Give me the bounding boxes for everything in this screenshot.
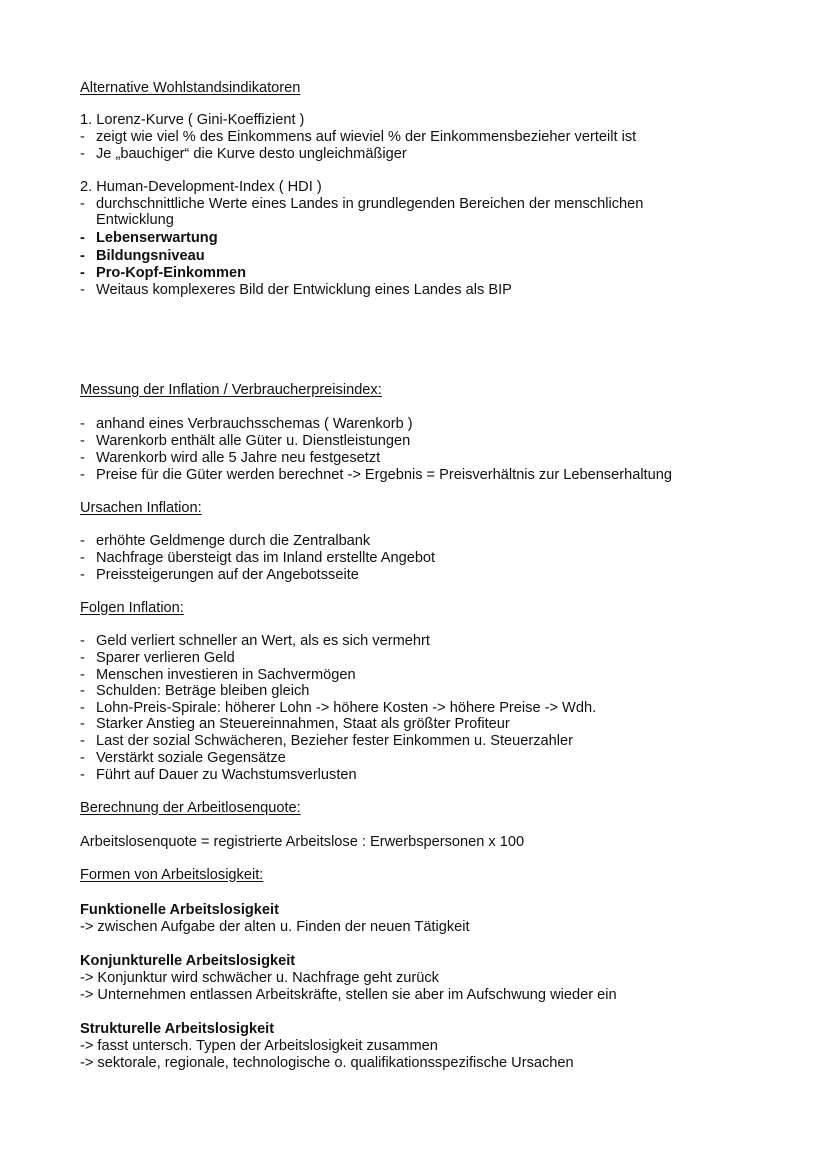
text-line: -> fasst untersch. Typen der Arbeitslosigkeit zusammen <box>80 1037 438 1054</box>
text-line: 2. Human-Development-Index ( HDI ) <box>80 178 322 195</box>
list-item-continuation: Entwicklung <box>96 211 174 228</box>
list-item-text: Warenkorb wird alle 5 Jahre neu festgesetzt <box>96 449 381 466</box>
bullet-dash: - <box>80 195 85 212</box>
list-item-text: Starker Anstieg an Steuereinnahmen, Staat als größter Profiteur <box>96 715 510 732</box>
list-item-text: Führt auf Dauer zu Wachstumsverlusten <box>96 766 357 783</box>
list-item-text: Sparer verlieren Geld <box>96 649 235 666</box>
bullet-dash: - <box>80 532 85 549</box>
bullet-dash: - <box>80 649 85 666</box>
list-item-text: Weitaus komplexeres Bild der Entwicklung eines Landes als BIP <box>96 281 512 298</box>
section-heading: Messung der Inflation / Verbraucherpreisindex: <box>80 381 382 398</box>
text-line: -> Unternehmen entlassen Arbeitskräfte, stellen sie aber im Aufschwung wieder ein <box>80 986 617 1003</box>
list-item-text: Menschen investieren in Sachvermögen <box>96 666 356 683</box>
bullet-dash: - <box>80 145 85 162</box>
bullet-dash: - <box>80 264 85 281</box>
list-item-text: Schulden: Beträge bleiben gleich <box>96 682 310 699</box>
section-heading: Ursachen Inflation: <box>80 499 202 516</box>
bullet-dash: - <box>80 449 85 466</box>
bullet-dash: - <box>80 715 85 732</box>
bullet-dash: - <box>80 632 85 649</box>
text-line: Arbeitslosenquote = registrierte Arbeitslose : Erwerbspersonen x 100 <box>80 833 525 850</box>
list-item-text: Warenkorb enthält alle Güter u. Dienstleistungen <box>96 432 411 449</box>
bullet-dash: - <box>80 247 85 264</box>
bullet-dash: - <box>80 766 85 783</box>
subheading: Funktionelle Arbeitslosigkeit <box>80 901 279 918</box>
bullet-dash: - <box>80 229 85 246</box>
list-item-text: Je „bauchiger“ die Kurve desto ungleichmäßiger <box>96 145 407 162</box>
section-heading: Formen von Arbeitslosigkeit: <box>80 866 264 883</box>
list-item-text: zeigt wie viel % des Einkommens auf wieviel % der Einkommensbezieher verteilt ist <box>96 128 637 145</box>
list-item-text: Nachfrage übersteigt das im Inland erstellte Angebot <box>96 549 436 566</box>
bullet-dash: - <box>80 128 85 145</box>
list-item-text: Lohn-Preis-Spirale: höherer Lohn -> höhere Kosten -> höhere Preise -> Wdh. <box>96 699 597 716</box>
bullet-dash: - <box>80 549 85 566</box>
bullet-dash: - <box>80 666 85 683</box>
bullet-dash: - <box>80 281 85 298</box>
section-heading: Folgen Inflation: <box>80 599 184 616</box>
subheading: Konjunkturelle Arbeitslosigkeit <box>80 952 296 969</box>
list-item-text: durchschnittliche Werte eines Landes in grundlegenden Bereichen der menschlichen <box>96 195 644 212</box>
bullet-dash: - <box>80 699 85 716</box>
bullet-dash: - <box>80 566 85 583</box>
text-line: 1. Lorenz-Kurve ( Gini-Koeffizient ) <box>80 111 305 128</box>
section-heading: Alternative Wohlstandsindikatoren <box>80 79 301 96</box>
bullet-dash: - <box>80 415 85 432</box>
list-item-text: Verstärkt soziale Gegensätze <box>96 749 286 766</box>
list-item-text: Geld verliert schneller an Wert, als es sich vermehrt <box>96 632 430 649</box>
list-item-text: Bildungsniveau <box>96 247 205 264</box>
subheading: Strukturelle Arbeitslosigkeit <box>80 1020 275 1037</box>
list-item-text: Last der sozial Schwächeren, Bezieher fester Einkommen u. Steuerzahler <box>96 732 573 749</box>
list-item-text: erhöhte Geldmenge durch die Zentralbank <box>96 532 371 549</box>
text-line: -> sektorale, regionale, technologische o. qualifikationsspezifische Ursachen <box>80 1054 574 1071</box>
bullet-dash: - <box>80 732 85 749</box>
bullet-dash: - <box>80 682 85 699</box>
bullet-dash: - <box>80 466 85 483</box>
list-item-text: Preise für die Güter werden berechnet -> Ergebnis = Preisverhältnis zur Lebenserhaltung <box>96 466 672 483</box>
text-line: -> zwischen Aufgabe der alten u. Finden der neuen Tätigkeit <box>80 918 470 935</box>
text-line: -> Konjunktur wird schwächer u. Nachfrage geht zurück <box>80 969 439 986</box>
bullet-dash: - <box>80 749 85 766</box>
list-item-text: Lebenserwartung <box>96 229 218 246</box>
list-item-text: anhand eines Verbrauchsschemas ( Warenkorb ) <box>96 415 413 432</box>
list-item-text: Pro-Kopf-Einkommen <box>96 264 246 281</box>
bullet-dash: - <box>80 432 85 449</box>
list-item-text: Preissteigerungen auf der Angebotsseite <box>96 566 359 583</box>
section-heading: Berechnung der Arbeitlosenquote: <box>80 799 301 816</box>
